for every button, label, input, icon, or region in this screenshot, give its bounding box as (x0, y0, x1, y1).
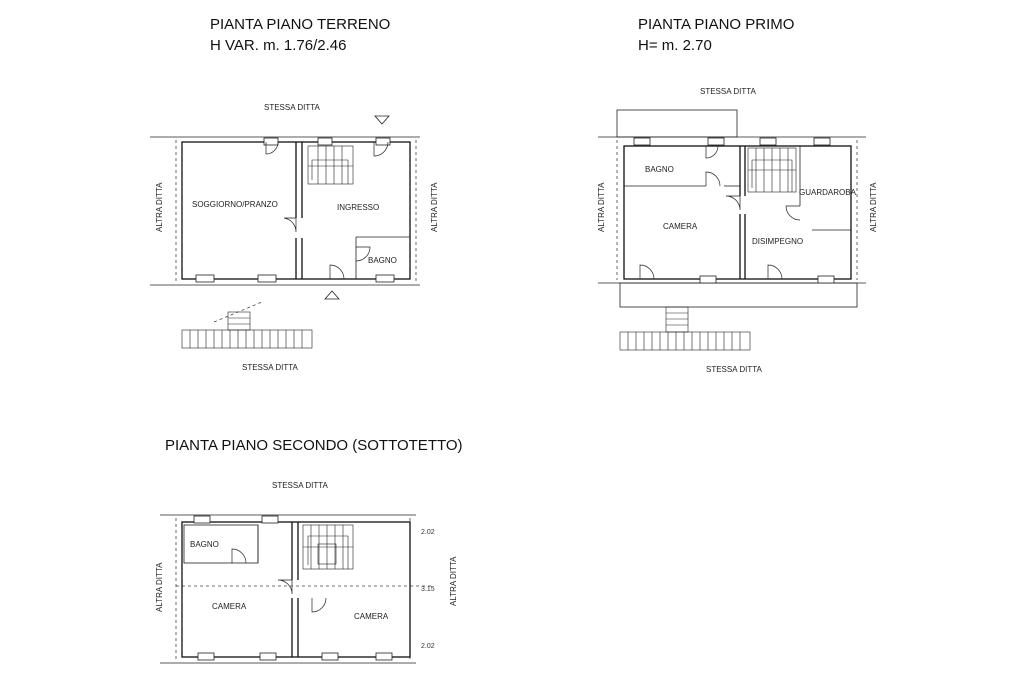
ground-floor-plan (150, 16, 439, 372)
ground-floor-right-neighbor: ALTRA DITTA (430, 182, 439, 232)
first-floor-height: H= m. 2.70 (638, 37, 712, 54)
second-floor-bedroom-right-label: CAMERA (354, 612, 389, 621)
first-floor-bedroom-label: CAMERA (663, 222, 698, 231)
ground-floor-left-neighbor: ALTRA DITTA (155, 182, 164, 232)
ground-floor-top-neighbor: STESSA DITTA (264, 103, 320, 112)
ground-floor-living-label: SOGGIORNO/PRANZO (192, 200, 278, 209)
ground-floor-height: H VAR. m. 1.76/2.46 (210, 37, 347, 54)
first-floor-wardrobe-label: GUARDAROBA (799, 188, 856, 197)
second-floor-bedroom-left-label: CAMERA (212, 602, 247, 611)
first-floor-left-neighbor: ALTRA DITTA (597, 182, 606, 232)
first-floor-title: PIANTA PIANO PRIMO (638, 16, 795, 33)
second-floor-plan (155, 437, 463, 663)
second-floor-left-neighbor: ALTRA DITTA (155, 562, 164, 612)
second-floor-height-top: 2.02 (421, 529, 435, 536)
second-floor-top-neighbor: STESSA DITTA (272, 481, 328, 490)
second-floor-bath-label: BAGNO (190, 540, 219, 549)
first-floor-bottom-neighbor: STESSA DITTA (706, 365, 762, 374)
second-floor-right-neighbor: ALTRA DITTA (449, 556, 458, 606)
first-floor-plan (597, 16, 878, 374)
ground-floor-title: PIANTA PIANO TERRENO (210, 16, 391, 33)
second-floor-title: PIANTA PIANO SECONDO (SOTTOTETTO) (165, 437, 463, 454)
first-floor-right-neighbor: ALTRA DITTA (869, 182, 878, 232)
first-floor-hall-label: DISIMPEGNO (752, 237, 804, 246)
first-floor-bath-label: BAGNO (645, 165, 674, 174)
ground-floor-bottom-neighbor: STESSA DITTA (242, 363, 298, 372)
ground-floor-bath-label: BAGNO (368, 256, 397, 265)
ground-floor-entrance-label: INGRESSO (337, 203, 380, 212)
second-floor-height-bottom: 2.02 (421, 643, 435, 650)
first-floor-top-neighbor: STESSA DITTA (700, 87, 756, 96)
second-floor-height-middle: 3.15 (421, 586, 435, 593)
